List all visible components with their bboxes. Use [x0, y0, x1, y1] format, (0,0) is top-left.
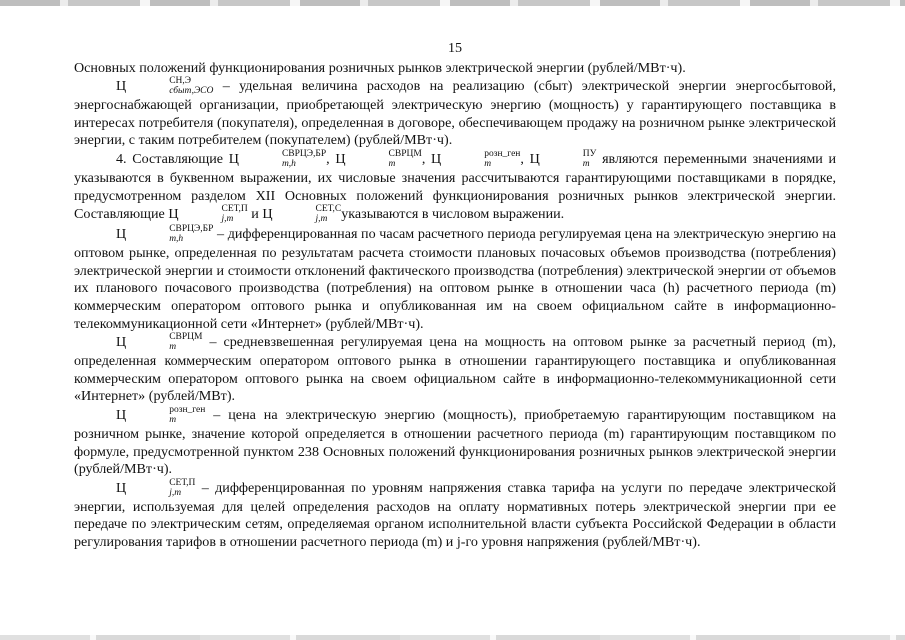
symbol-subscript: m: [484, 158, 492, 169]
symbol-letter: Ц: [116, 334, 127, 351]
symbol-superscript: СЕТ,П: [169, 477, 196, 488]
symbol-letter: Ц: [431, 151, 442, 168]
symbol-letter: Ц: [116, 226, 127, 243]
paragraph-sales-costs: [74, 77, 836, 150]
paragraph-text: – дифференцированная по часам расчетного периода регулируемая цена на электрическую энергию на оптовом рынке, определенная по результатам расчета стоимости плановых почасовых объемов производства (потребления) электрической энергии и стоимости отклонений фактического производства (потребления) электрической энергии от объемов их планового почасового производства (потребления) на оптовом рынке в отношении часа (h) расчетного периода (m) коммерческим оператором оптового рынка и опубликованная им на своем официальном сайте в информационно-телекоммуникационной сети «Интернет» (рублей/МВт·ч).: [74, 226, 836, 332]
paragraph-text: являются переменными значениями и указываются в буквенном выражении, их числовые значения рассчитываются гарантирующими поставщиками в порядке, предусмотренном разделом XII Основных положений функционирования розничных рынков электрической энергии. Составляющие: [74, 151, 837, 223]
paragraph-set-p-definition: [74, 479, 836, 552]
symbol-subscript: сбыт,ЭСО: [169, 86, 214, 97]
symbol-letter: Ц: [116, 407, 127, 424]
symbol-subscript: m: [169, 342, 177, 353]
symbol-subscript: m: [169, 414, 177, 425]
symbol-svrcm: [335, 148, 422, 169]
symbol-superscript: ПУ: [582, 148, 597, 159]
symbol-superscript: СН,Э: [169, 76, 192, 87]
symbol-superscript: СЕТ,С: [315, 204, 342, 215]
paragraph-lead: 4. Составляющие: [116, 151, 229, 168]
paragraph-text: Основных положений функционирования розничных рынков электрической энергии (рублей/МВт·ч).: [74, 59, 686, 76]
paragraph-text: – удельная величина расходов на реализацию (сбыт) электрической энергии энергосбытовой, энергоснабжающей организации, приобретающей электрическую энергию (мощность) у гарантирующего поставщика в интересах потребителя (покупателя), определенная в договоре, обеспечивающем продажу на розничном рынке электрической энергии, с таким потребителем (покупателем) (рублей/МВт·ч).: [74, 78, 836, 149]
symbol-svrcm: [116, 332, 203, 353]
symbol-set-s: [262, 204, 342, 225]
symbol-letter: Ц: [262, 206, 273, 223]
symbol-rozn-gen: [431, 148, 521, 169]
symbol-superscript: СВРЦМ: [388, 148, 422, 159]
conjunction: и: [247, 206, 263, 223]
symbol-superscript: СЕТ,П: [221, 204, 248, 215]
page-number: 15: [447, 40, 463, 56]
symbol-letter: Ц: [116, 78, 127, 95]
symbol-superscript: розн_ген: [169, 404, 206, 415]
symbol-sales-cost: [116, 76, 214, 97]
paragraph-text: – цена на электрическую энергию (мощность), приобретаемую гарантирующим поставщиком на розничном рынке, значение которой определяется в отношении расчетного периода (m) гарантирующим поставщиком по формуле, предусмотренной пунктом 238 Основных положений функционирования розничных рынков электрической энергии (рублей/МВт·ч).: [74, 407, 836, 478]
symbol-letter: Ц: [335, 151, 346, 168]
symbol-superscript: розн_ген: [484, 148, 521, 159]
scan-edge-top: [0, 0, 905, 6]
separator: ,: [326, 151, 336, 168]
symbol-svrce-br: [116, 224, 214, 245]
symbol-set-p: [168, 204, 248, 225]
symbol-subscript: m,h: [169, 234, 184, 245]
symbol-subscript: m: [582, 158, 590, 169]
symbol-set-p: [116, 477, 196, 498]
paragraph-continuation: [74, 60, 836, 78]
symbol-subscript: m,h: [281, 158, 296, 169]
paragraph-rozn-gen-definition: [74, 406, 836, 479]
paragraph-text: – средневзвешенная регулируемая цена на мощность на оптовом рынке за расчетный период (m), определенная коммерческим оператором оптового рынка в отношении гарантирующего поставщика и опубликованная коммерческим оператором оптового рынка на своем официальном сайте в информационно-телекоммуникационной сети «Интернет» (рублей/МВт).: [74, 334, 836, 405]
symbol-letter: Ц: [529, 151, 540, 168]
symbol-subscript: j,m: [169, 487, 182, 498]
symbol-subscript: j,m: [221, 214, 234, 225]
document-page: [74, 40, 836, 551]
symbol-subscript: m: [388, 158, 396, 169]
paragraph-svrce-br-definition: [74, 225, 836, 333]
symbol-letter: Ц: [116, 479, 127, 496]
paragraph-components: [74, 150, 836, 225]
paragraph-svrcm-definition: [74, 333, 836, 406]
paragraph-text: – дифференцированная по уровням напряжения ставка тарифа на услуги по передаче электрической энергии, используемая для целей определения расходов на оплату нормативных потерь электрической энергии при ее передаче по электрическим сетям, определяемая органом исполнительной власти субъекта Российской Федерации в области регулирования тарифов в отношении расчетного периода (m) и j-го уровня напряжения (рублей/МВт·ч).: [74, 479, 836, 550]
symbol-superscript: СВРЦЭ,БР: [281, 148, 327, 159]
separator: ,: [421, 151, 432, 168]
symbol-superscript: СВРЦЭ,БР: [169, 224, 214, 235]
symbol-subscript: j,m: [315, 214, 328, 225]
symbol-pu: [529, 148, 597, 169]
symbol-letter: Ц: [228, 151, 239, 168]
scan-edge-bottom: [0, 635, 905, 640]
symbol-superscript: СВРЦМ: [169, 332, 203, 343]
separator: ,: [520, 151, 530, 168]
paragraph-tail: указываются в числовом выражении.: [341, 206, 565, 223]
symbol-rozn-gen: [116, 404, 206, 425]
symbol-svrce-br: [228, 148, 327, 169]
symbol-letter: Ц: [168, 206, 179, 223]
